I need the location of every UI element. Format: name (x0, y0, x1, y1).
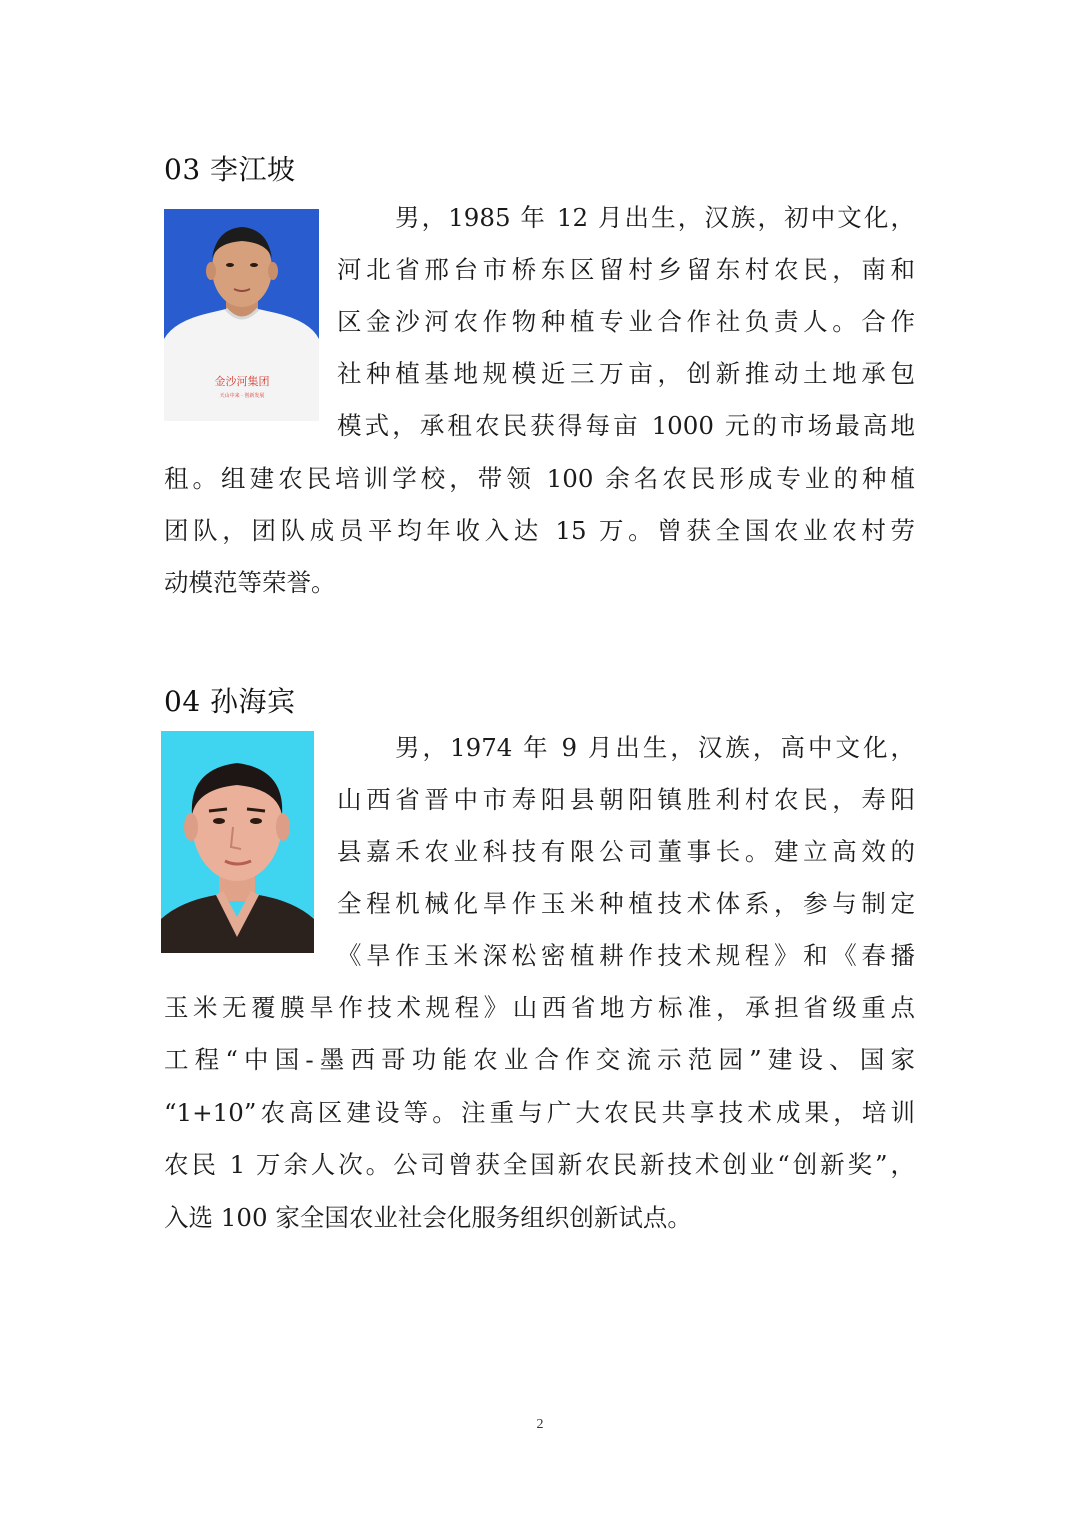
bio-line: 男，1974 年 9 月出生，汉族，高中文化， (395, 733, 915, 762)
bio-line: 模式，承租农民获得每亩 1000 元的市场最高地 (337, 411, 915, 440)
bio-line: 团队，团队成员平均年收入达 15 万。曾获全国农业农村劳 (164, 516, 915, 545)
portrait-photo (164, 209, 319, 421)
shirt-slogan-text: 天山中来 · 创新发展 (219, 393, 265, 399)
bio-line: 男，1985 年 12 月出生，汉族，初中文化， (395, 203, 915, 232)
bio-line: 县嘉禾农业科技有限公司董事长。建立高效的 (337, 837, 915, 866)
bio-line: 区金沙河农作物种植专业合作社负责人。合作 (337, 307, 915, 336)
profile-heading: 03 李江坡 (164, 153, 296, 186)
bio-line: “1+10”农高区建设等。注重与广大农民共享技术成果，培训 (164, 1098, 915, 1127)
bio-line: 《旱作玉米深松密植耕作技术规程》和《春播 (337, 941, 915, 970)
profile-heading: 04 孙海宾 (164, 685, 296, 718)
bio-line: 入选 100 家全国农业社会化服务组织创新试点。 (164, 1203, 692, 1232)
bio-line: 山西省晋中市寿阳县朝阳镇胜利村农民，寿阳 (337, 785, 915, 814)
bio-line: 农民 1 万余人次。公司曾获全国新农民新技术创业“创新奖”， (164, 1150, 915, 1179)
bio-line: 租。组建农民培训学校，带领 100 余名农民形成专业的种植 (164, 464, 915, 493)
bio-line: 玉米无覆膜旱作技术规程》山西省地方标准，承担省级重点 (164, 993, 915, 1022)
shirt-logo-text: 金沙河集团 (214, 375, 270, 388)
bio-line: 动模范等荣誉。 (164, 568, 336, 597)
bio-line: 河北省邢台市桥东区留村乡留东村农民，南和 (337, 255, 915, 284)
bio-line: 全程机械化旱作玉米种植技术体系，参与制定 (337, 889, 915, 918)
bio-line: 工程“中国-墨西哥功能农业合作交流示范园”建设、国家 (164, 1045, 915, 1074)
page-number: 2 (536, 1417, 544, 1432)
bio-line: 社种植基地规模近三万亩，创新推动土地承包 (337, 359, 915, 388)
portrait-photo (161, 731, 314, 953)
